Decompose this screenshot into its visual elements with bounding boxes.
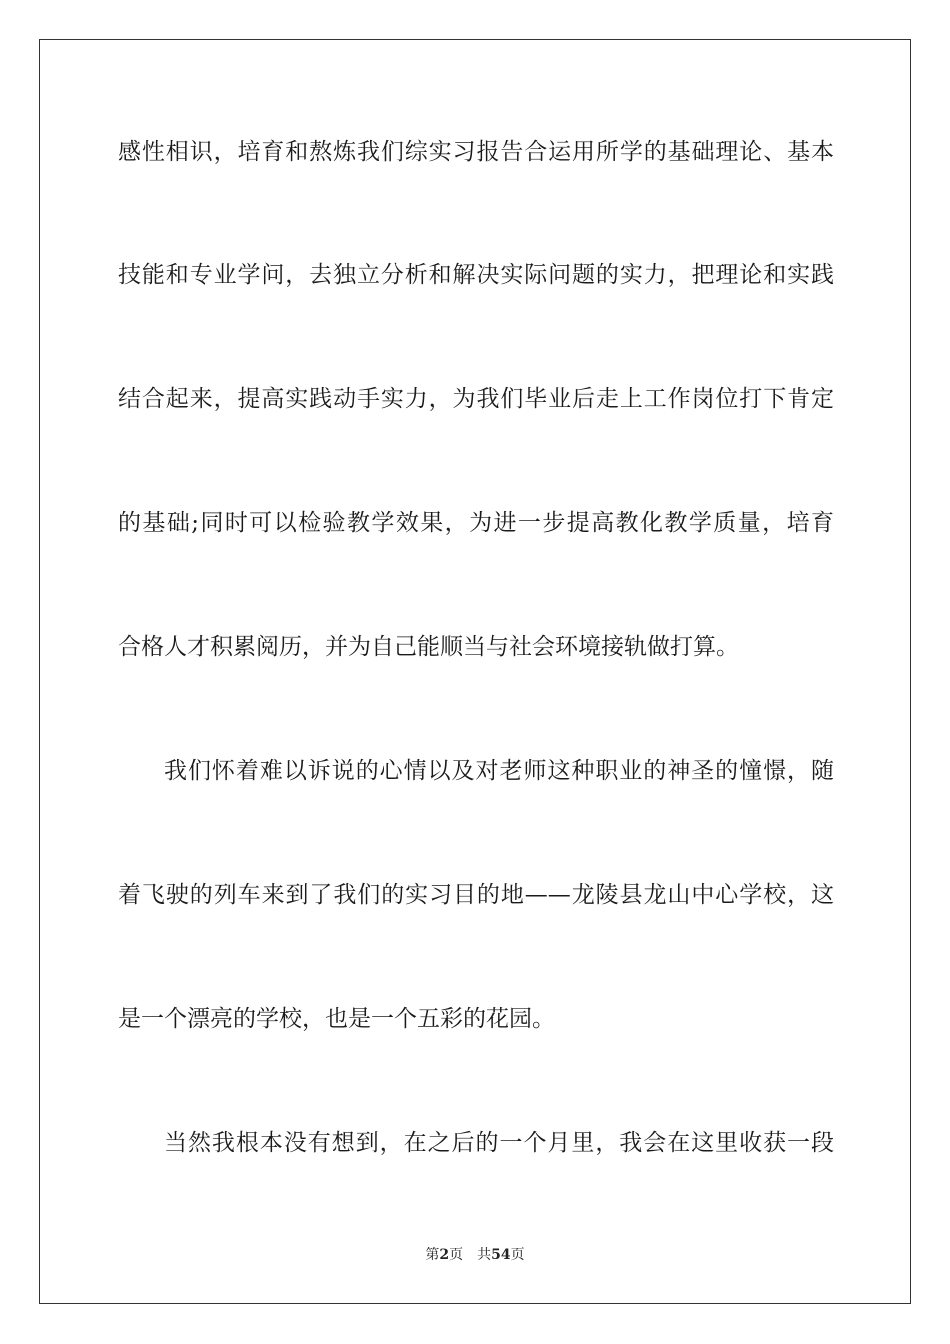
page-frame xyxy=(39,39,911,1304)
page-suffix: 页 xyxy=(449,1247,464,1263)
paragraph-line-2: 技能和专业学问，去独立分析和解决实际问题的实力，把理论和实践 xyxy=(118,262,834,288)
paragraph-line-4: 的基础;同时可以检验教学效果，为进一步提高教化教学质量，培育 xyxy=(118,510,834,536)
page-prefix: 第 xyxy=(425,1247,440,1263)
paragraph-line-7: 着飞驶的列车来到了我们的实习目的地——龙陵县龙山中心学校，这 xyxy=(118,882,834,908)
paragraph-line-5: 合格人才积累阅历，并为自己能顺当与社会环境接轨做打算。 xyxy=(118,634,739,660)
total-pages: 54 xyxy=(491,1247,511,1263)
paragraph-line-1: 感性相识，培育和熬炼我们综实习报告合运用所学的基础理论、基本 xyxy=(118,139,834,165)
paragraph-line-9: 当然我根本没有想到，在之后的一个月里，我会在这里收获一段 xyxy=(164,1130,834,1156)
total-suffix: 页 xyxy=(510,1247,525,1263)
page-number: 2 xyxy=(439,1247,450,1263)
page-footer xyxy=(0,1246,950,1264)
paragraph-line-8: 是一个漂亮的学校，也是一个五彩的花园。 xyxy=(118,1006,555,1032)
paragraph-line-3: 结合起来，提高实践动手实力，为我们毕业后走上工作岗位打下肯定 xyxy=(118,386,834,412)
total-prefix: 共 xyxy=(477,1247,492,1263)
paragraph-line-6: 我们怀着难以诉说的心情以及对老师这种职业的神圣的憧憬，随 xyxy=(164,758,834,784)
